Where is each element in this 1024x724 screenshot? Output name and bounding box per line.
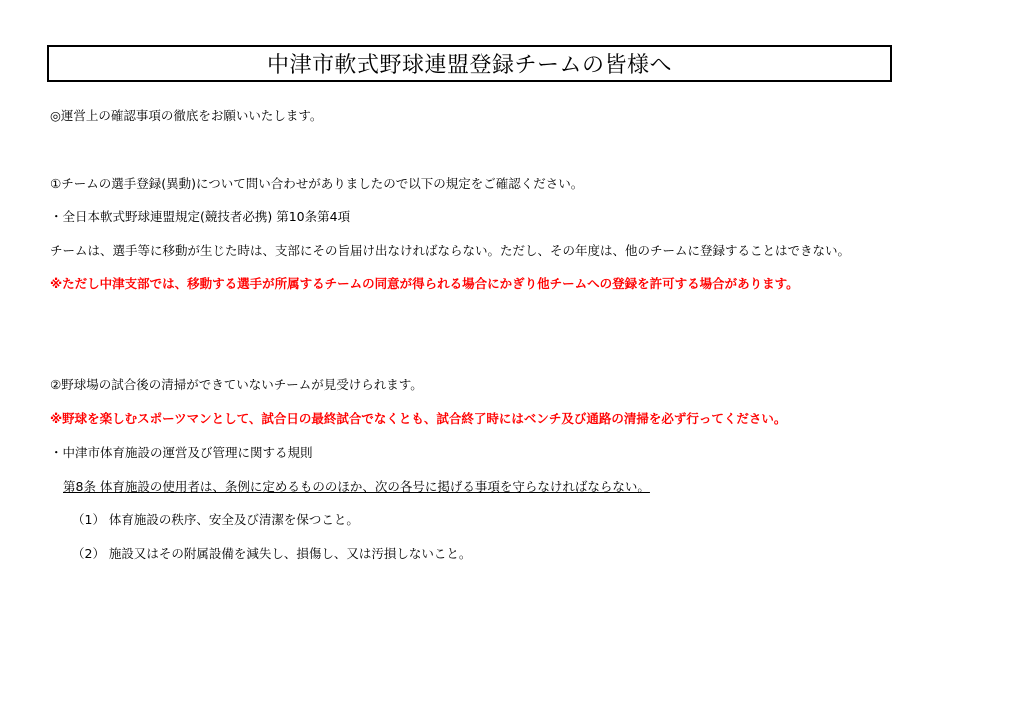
section2-heading: ②野球場の試合後の清掃ができていないチームが見受けられます。: [50, 377, 423, 392]
article-item-1: （1） 体育施設の秩序、安全及び清潔を保つこと。: [72, 512, 359, 527]
section1-heading: ①チームの選手登録(異動)について問い合わせがありましたので以下の規定をご確認ください。: [50, 176, 584, 191]
title-box: [47, 45, 892, 82]
article-8: 第8条 体育施設の使用者は、条例に定めるもののほか、次の各号に掲げる事項を守らなければならない。: [63, 479, 650, 494]
section1-rule-reference: ・全日本軟式野球連盟規定(競技者必携) 第10条第4項: [50, 209, 351, 224]
section1-rule-text: チームは、選手等に移動が生じた時は、支部にその旨届け出なければならない。ただし、その年度は、他のチームに登録することはできない。: [50, 243, 851, 258]
page-title: 中津市軟式野球連盟登録チームの皆様へ: [266, 53, 672, 78]
article-item-2: （2） 施設又はその附属設備を減失し、損傷し、又は汚損しないこと。: [72, 546, 472, 561]
section1-note: ※ただし中津支部では、移動する選手が所属するチームの同意が得られる場合にかぎり他チームへの登録を許可する場合があります。: [50, 276, 799, 291]
section2-rule-reference: ・中津市体育施設の運営及び管理に関する規則: [50, 445, 313, 460]
section2-note: ※野球を楽しむスポーツマンとして、試合日の最終試合でなくとも、試合終了時にはベンチ及び通路の清掃を必ず行ってください。: [50, 411, 787, 426]
intro-text: ◎運営上の確認事項の徹底をお願いいたします。: [50, 108, 323, 123]
